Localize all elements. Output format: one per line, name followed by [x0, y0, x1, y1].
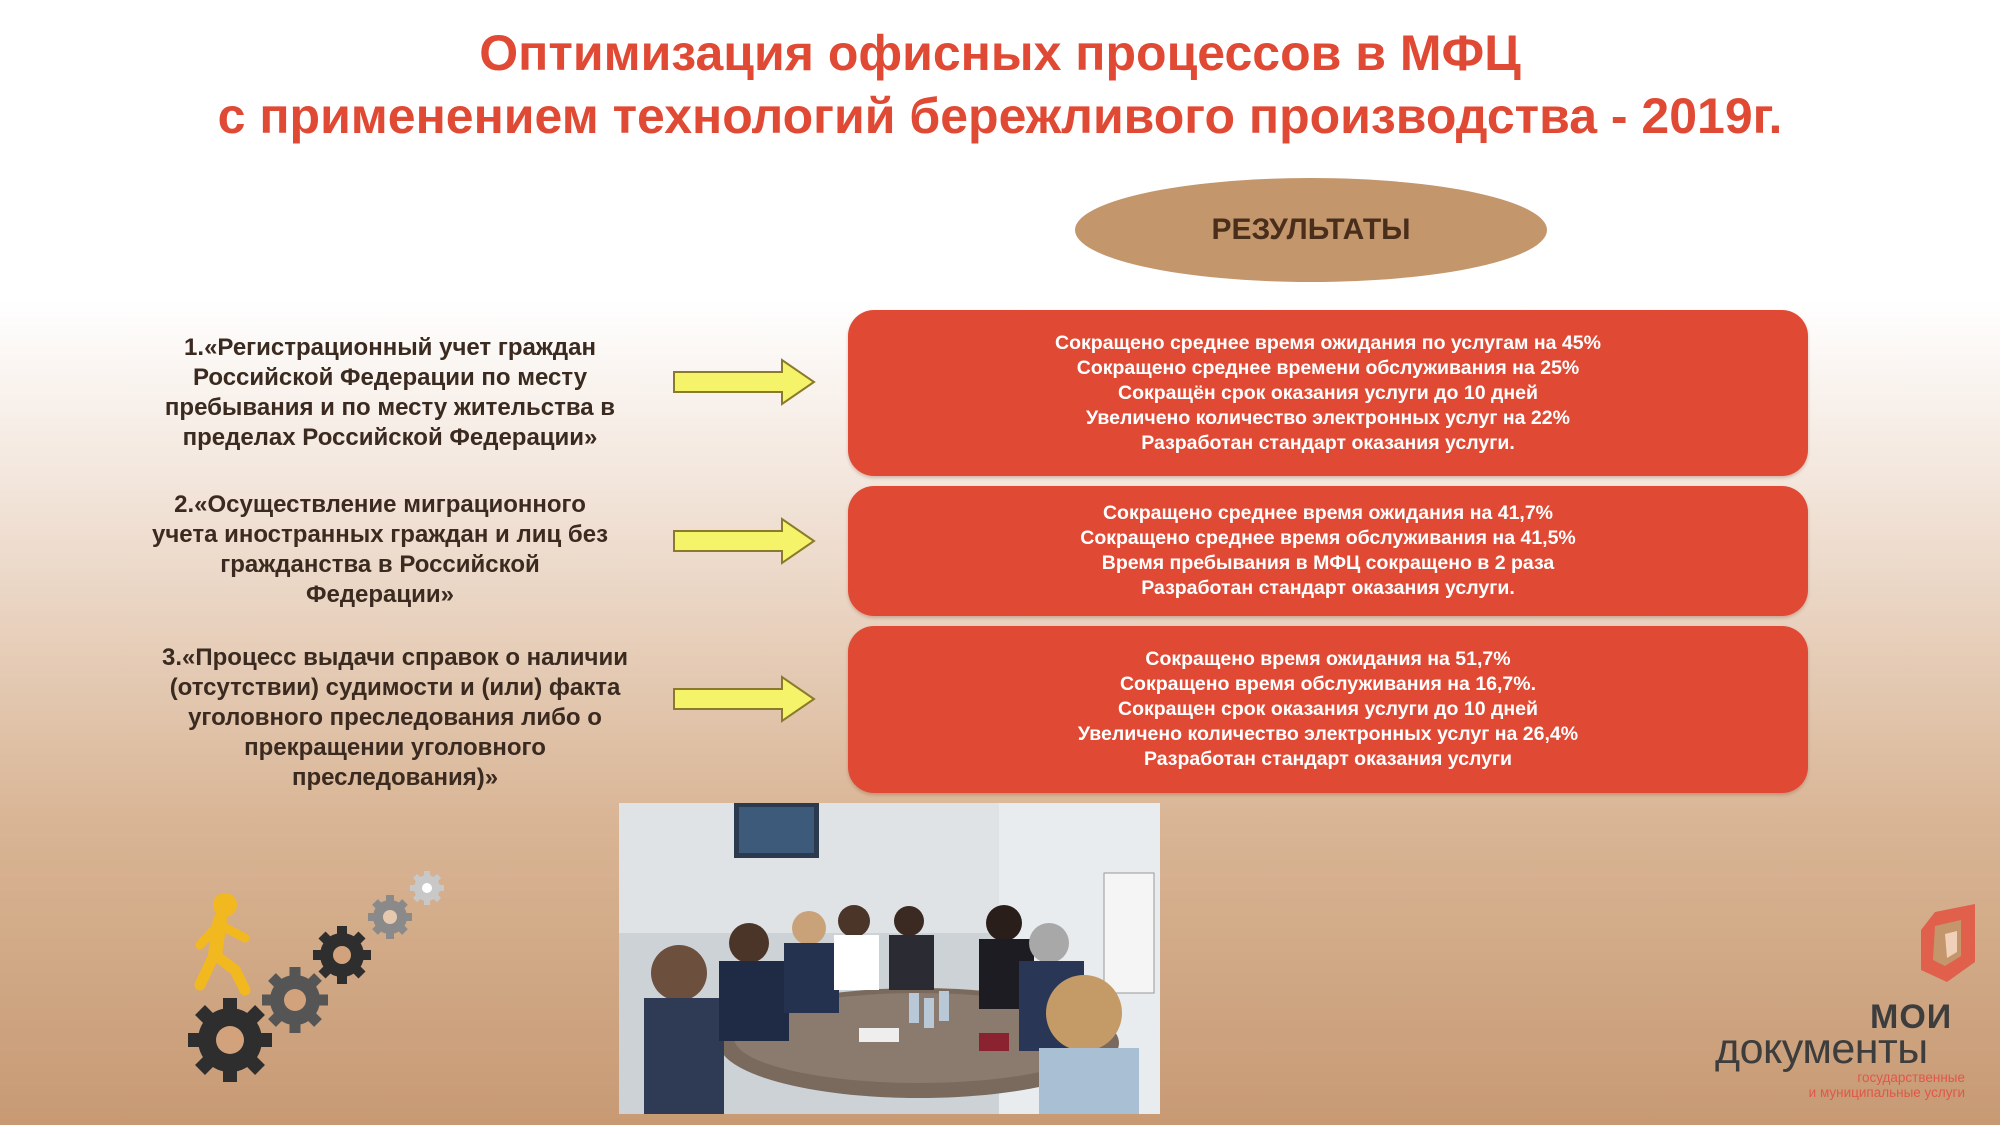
arrow-right-icon — [672, 358, 817, 406]
logo-text-documents: документы — [1715, 1025, 1928, 1073]
slide-title — [0, 22, 2000, 148]
moi-dokumenty-logo — [1715, 900, 2000, 1125]
logo-text-moi: МОИ — [1870, 998, 1953, 1036]
process-3-text: 3.«Процесс выдачи справок о наличии (отсутствии) судимости и (или) факта уголовного преследования либо о прекращении уголовного преследования)» — [162, 644, 628, 791]
meeting-photo — [619, 803, 1160, 1114]
process-2-text: 2.«Осуществление миграционного учета иностранных граждан и лиц без гражданства в Российской Федерации» — [152, 491, 608, 608]
results-oval — [1075, 178, 1547, 282]
result-line: Сокращено время ожидания на 51,7% — [1145, 648, 1511, 670]
result-line: Сокращён срок оказания услуги до 10 дней — [1118, 381, 1538, 404]
results-label: РЕЗУЛЬТАТЫ — [1211, 213, 1411, 246]
result-line: Разработан стандарт оказания услуги — [1143, 748, 1513, 770]
result-line: Сокращено среднее времени обслуживания на 25% — [1076, 356, 1580, 379]
result-line: Сокращено среднее время обслуживания на 41,5% — [1080, 527, 1576, 549]
results-box-1 — [848, 310, 1808, 476]
arrow-right-icon — [672, 517, 817, 565]
logo-mark-icon — [1917, 904, 1987, 984]
result-line: Сокращено время обслуживания на 16,7%. — [1119, 673, 1537, 695]
result-line: Сокращен срок оказания услуги до 10 дней — [1118, 698, 1538, 720]
result-line: Разработан стандарт оказания услуги. — [1141, 577, 1515, 599]
title-line-1: Оптимизация офисных процессов в МФЦ — [479, 25, 1521, 81]
result-line: Сокращено среднее время ожидания на 41,7% — [1102, 502, 1554, 524]
logo-tagline: государственные и муниципальные услуги — [1808, 1070, 1965, 1100]
result-line: Сокращено среднее время ожидания по услугам на 45% — [1055, 331, 1601, 354]
result-line: Увеличено количество электронных услуг на 22% — [1086, 406, 1570, 429]
title-line-2: с применением технологий бережливого производства - 2019г. — [217, 88, 1783, 144]
arrow-right-icon — [672, 675, 817, 723]
gears-climber-icon — [180, 860, 460, 1090]
result-line: Увеличено количество электронных услуг на 26,4% — [1077, 723, 1579, 745]
results-box-3 — [848, 626, 1808, 793]
result-line: Время пребывания в МФЦ сокращено в 2 раза — [1101, 552, 1555, 574]
process-1-text: 1.«Регистрационный учет граждан Российской Федерации по месту пребывания и по месту жительства в пределах Российской Федерации» — [164, 334, 616, 451]
results-box-2 — [848, 486, 1808, 616]
result-line: Разработан стандарт оказания услуги. — [1141, 431, 1515, 454]
